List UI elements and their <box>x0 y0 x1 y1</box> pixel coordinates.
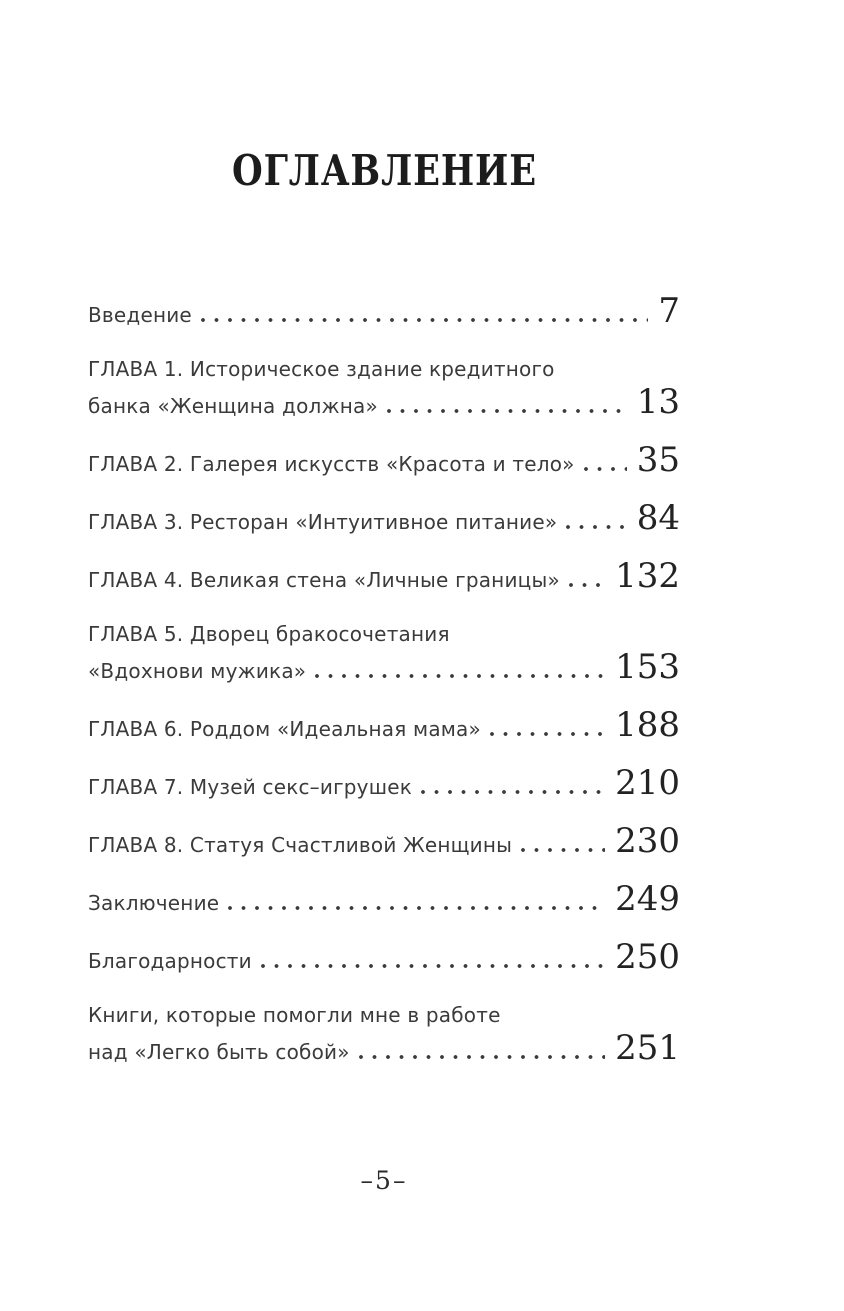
footer-page-number: –5– <box>360 1166 408 1195</box>
toc-entry-page-number: 210 <box>615 763 680 803</box>
dot-leader <box>490 732 605 736</box>
dot-leader <box>521 848 605 852</box>
toc-entry-first-line <box>88 999 680 1032</box>
toc-entry-text: ГЛАВА 3. Ресторан «Интуитивное питание» <box>88 510 558 534</box>
dot-leader <box>569 583 605 587</box>
toc-entry-last-line <box>88 937 680 978</box>
toc-entry-last-line <box>88 498 680 539</box>
toc-entry-page-number: 249 <box>615 879 680 919</box>
toc-entry-last-line <box>88 879 680 920</box>
toc-entry-page-number: 251 <box>615 1028 680 1068</box>
toc-entry-text: ГЛАВА 2. Галерея искусств «Красота и тело» <box>88 452 575 476</box>
toc-entry <box>88 705 680 746</box>
toc-entry <box>88 763 680 804</box>
dot-leader <box>421 790 605 794</box>
toc-entry-last-line <box>88 556 680 597</box>
toc-entry-page-number: 250 <box>615 937 680 977</box>
toc-entry-text: над «Легко быть собой» <box>88 1040 350 1064</box>
toc-entry-last-line <box>88 647 680 688</box>
dot-leader <box>201 318 648 322</box>
toc-entry-first-line <box>88 618 680 651</box>
toc-entry-text: ГЛАВА 5. Дворец бракосочетания <box>88 622 450 646</box>
toc-entry-last-line <box>88 291 680 332</box>
dot-leader <box>566 525 626 529</box>
toc-entry-last-line <box>88 705 680 746</box>
toc-entry-page-number: 13 <box>636 382 680 422</box>
toc-entry <box>88 440 680 481</box>
toc-entry-text: Благодарности <box>88 949 252 973</box>
dot-leader <box>261 964 605 968</box>
dot-leader <box>387 409 627 413</box>
toc-entry-first-line <box>88 353 680 386</box>
dot-leader <box>315 674 605 678</box>
page-title-text: ОГЛАВЛЕНИЕ <box>231 146 537 195</box>
page-title <box>88 146 680 195</box>
toc-entry-text: Заключение <box>88 891 220 915</box>
toc-entry-page-number: 7 <box>658 291 680 331</box>
dot-leader <box>584 467 627 471</box>
toc-entry <box>88 999 680 1069</box>
toc-entry-text: ГЛАВА 1. Историческое здание кредитного <box>88 357 555 381</box>
toc-list <box>88 291 680 1069</box>
toc-entry-text: банка «Женщина должна» <box>88 394 378 418</box>
dot-leader <box>228 906 605 910</box>
toc-entry <box>88 498 680 539</box>
toc-entry <box>88 291 680 332</box>
toc-entry-text: Введение <box>88 303 192 327</box>
toc-entry <box>88 618 680 688</box>
toc-entry-text: Книги, которые помогли мне в работе <box>88 1003 501 1027</box>
toc-entry-last-line <box>88 1028 680 1069</box>
toc-entry <box>88 937 680 978</box>
toc-entry-text: «Вдохнови мужика» <box>88 659 307 683</box>
toc-entry-page-number: 84 <box>636 498 680 538</box>
toc-entry-text: ГЛАВА 4. Великая стена «Личные границы» <box>88 568 560 592</box>
toc-entry-text: ГЛАВА 7. Музей секс–игрушек <box>88 775 413 799</box>
toc-entry-page-number: 153 <box>615 647 680 687</box>
toc-entry-text: ГЛАВА 6. Роддом «Идеальная мама» <box>88 717 481 741</box>
toc-entry <box>88 821 680 862</box>
toc-entry-last-line <box>88 821 680 862</box>
toc-entry-last-line <box>88 440 680 481</box>
toc-entry-page-number: 188 <box>615 705 680 745</box>
toc-entry-text: ГЛАВА 8. Статуя Счастливой Женщины <box>88 833 513 857</box>
dot-leader <box>359 1055 605 1059</box>
toc-entry-last-line <box>88 382 680 423</box>
toc-entry <box>88 879 680 920</box>
page-content <box>88 0 680 1311</box>
toc-entry-page-number: 35 <box>636 440 680 480</box>
toc-entry-page-number: 132 <box>615 556 680 596</box>
toc-entry <box>88 353 680 423</box>
toc-entry-last-line <box>88 763 680 804</box>
toc-entry <box>88 556 680 597</box>
toc-entry-page-number: 230 <box>615 821 680 861</box>
